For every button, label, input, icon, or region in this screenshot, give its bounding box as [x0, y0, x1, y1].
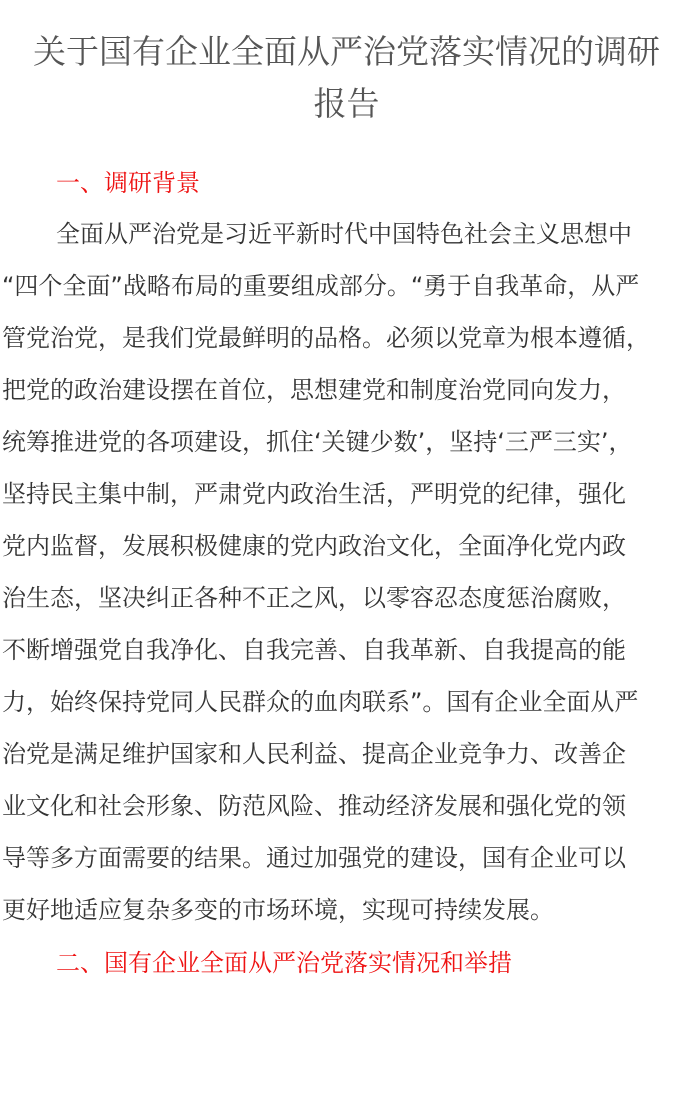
paragraph-line: “四个全面”战略布局的重要组成部分。“勇于自我革命，从严: [2, 272, 640, 300]
title-line-1: 关于国有企业全面从严治党落实情况的调研: [33, 32, 660, 71]
section-heading-implementation: 二、国有企业全面从严治党落实情况和举措: [56, 949, 512, 977]
paragraph-line: 党内监督，发展积极健康的党内政治文化，全面净化党内政: [2, 532, 626, 560]
paragraph-line: 统筹推进党的各项建设，抓住‘关键少数’，坚持‘三严三实’，: [2, 428, 633, 456]
paragraph-line: 导等多方面需要的结果。通过加强党的建设，国有企业可以: [2, 844, 626, 872]
paragraph-line: 业文化和社会形象、防范风险、推动经济发展和强化党的领: [2, 792, 626, 820]
paragraph-line: 力，始终保持党同人民群众的血肉联系”。国有企业全面从严: [2, 688, 639, 716]
paragraph-line: 治党是满足维护国家和人民利益、提高企业竞争力、改善企: [2, 740, 626, 768]
paragraph-line: 治生态，坚决纠正各种不正之风，以零容忍态度惩治腐败，: [2, 584, 626, 612]
paragraph-line: 不断增强党自我净化、自我完善、自我革新、自我提高的能: [2, 636, 626, 664]
section-heading-background: 一、调研背景: [56, 169, 200, 197]
title-line-2: 报告: [313, 84, 380, 123]
paragraph-line: 管党治党，是我们党最鲜明的品格。必须以党章为根本遵循，: [2, 324, 650, 352]
paragraph-line: 坚持民主集中制，严肃党内政治生活，严明党的纪律，强化: [2, 480, 626, 508]
paragraph-line: 全面从严治党是习近平新时代中国特色社会主义思想中: [56, 220, 632, 248]
document-title: [0, 26, 693, 130]
paragraph-line: 把党的政治建设摆在首位，思想建党和制度治党同向发力，: [2, 376, 626, 404]
paragraph-line: 更好地适应复杂多变的市场环境，实现可持续发展。: [2, 896, 554, 924]
